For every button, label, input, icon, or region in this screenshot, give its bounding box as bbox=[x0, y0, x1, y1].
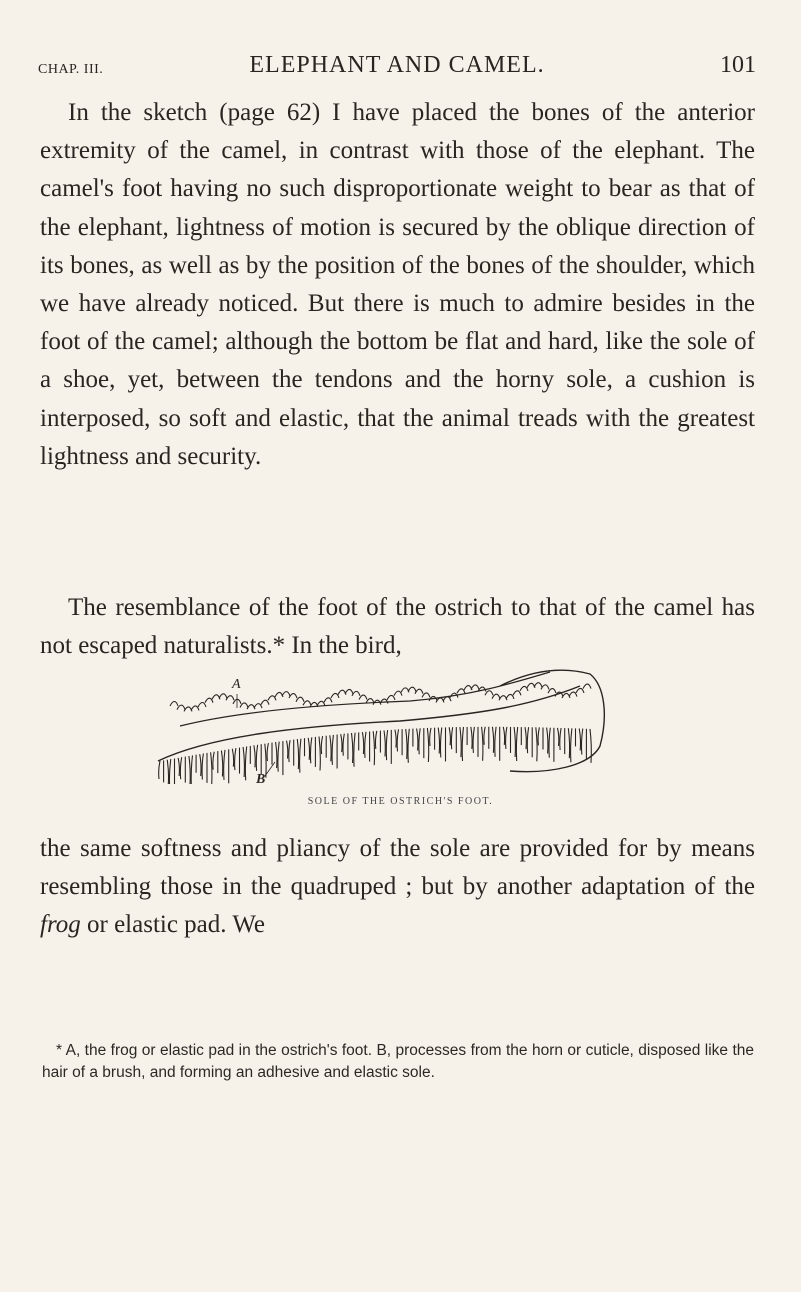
paragraph-bird-sole bbox=[40, 830, 755, 945]
running-header bbox=[38, 52, 756, 92]
figure-label-a: A bbox=[232, 677, 241, 692]
page-number: 101 bbox=[720, 52, 756, 78]
italic-frog: frog bbox=[40, 911, 81, 939]
figure-caption: SOLE OF THE OSTRICH'S FOOT. bbox=[307, 796, 494, 807]
paragraph-bird-sole-end: or elastic pad. We bbox=[80, 911, 266, 939]
running-title: ELEPHANT AND CAMEL. bbox=[249, 52, 545, 78]
ostrich-sole-illustration bbox=[150, 666, 610, 784]
paragraph-camel-foot: In the sketch (page 62) I have placed the bones of the anterior extremity of the camel, in contrast with those of the elephant. The camel's foot having no such disproportionate weight to bear as that of the elephant, lightness of motion is secured by the oblique direction of its bones, as well as by the position of the bones of the shoulder, which we have already noticed. But there is much to admire besides in the foot of the camel; although the bottom be flat and hard, like the sole of a shoe, yet, between the tendons and the horny sole, a cushion is interposed, so soft and elastic, that the animal treads with the greatest lightness and security. bbox=[40, 99, 755, 470]
paragraph-ostrich-intro: The resemblance of the foot of the ostrich to that of the camel has not escaped naturalists.* In the bird, bbox=[40, 594, 755, 660]
paragraph-bird-sole-start: the same softness and pliancy of the sole are provided for by means resembling those in the quadruped ; but by another adaptation of the bbox=[40, 835, 755, 901]
figure-label-b: B bbox=[256, 772, 266, 784]
chapter-label: CHAP. III. bbox=[38, 62, 104, 77]
footnote: * A, the frog or elastic pad in the ostrich's foot. B, processes from the horn or cuticle, disposed like the hair of a brush, and forming an adhesive and elastic sole. bbox=[42, 1042, 754, 1081]
